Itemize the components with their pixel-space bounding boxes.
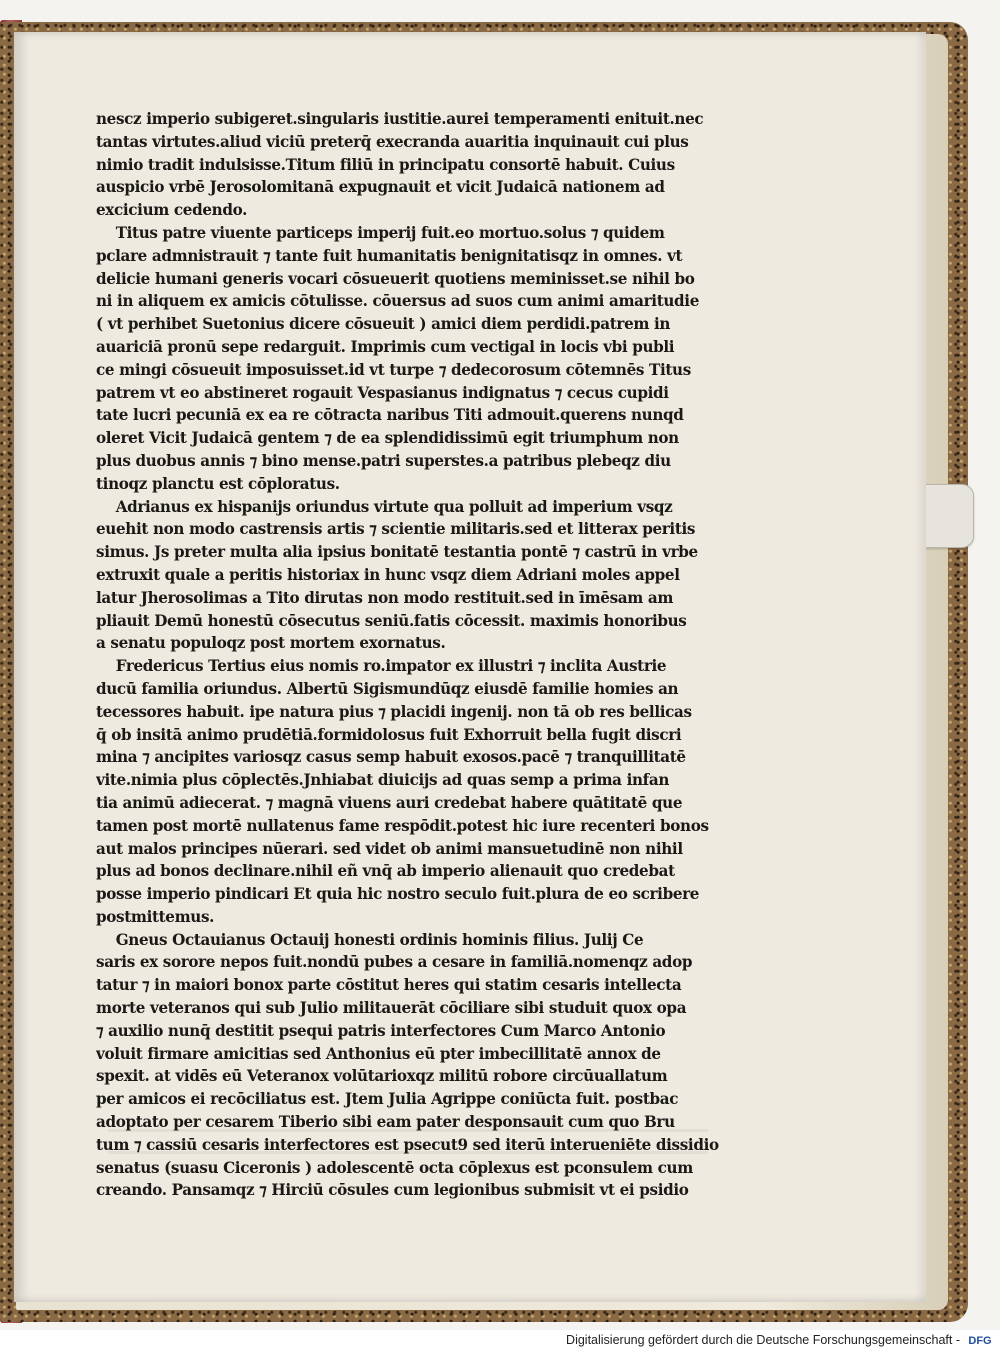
text-line: simus. Js preter multa alia ipsius bonitatē testantia pontē ⁊ castrū in vrbe — [96, 543, 698, 562]
text-line: adoptato per cesarem Tiberio sibi eam pater desponsauit cum quo Bru — [96, 1113, 675, 1132]
text-line: Gneus Octauianus Octauij honesti ordinis hominis filius. Julij Ce — [115, 930, 644, 949]
text-line: tatur ⁊ in maiori bonox parte cōstitut heres qui statim cesaris intellecta — [96, 976, 682, 995]
text-line: pclare admnistrauit ⁊ tante fuit humanitatis benignitatisqz in omnes. vt — [96, 246, 683, 265]
text-line: creando. Pansamqz ⁊ Hirciū cōsules cum legionibus submisit vt ei psidio — [96, 1181, 689, 1200]
text-line: plus ad bonos declinare.nihil eñ vnq̄ ab imperio alienauit quo credebat — [96, 862, 675, 881]
text-line: tia animū adiecerat. ⁊ magnā viuens auri credebat habere quātitatē que — [96, 793, 683, 812]
text-line: tinoqz planctu est cōploratus. — [96, 474, 340, 493]
text-line: pliauit Demū honestū cōsecutus seniū.fatis cōcessit. maximis honoribus — [96, 611, 687, 630]
text-line: excicium cedendo. — [96, 201, 248, 220]
text-line: plus duobus annis ⁊ bino mense.patri superstes.a patribus plebeqz diu — [96, 451, 671, 470]
text-line: extruxit quale a peritis historiax in hunc vsqz diem Adriani moles appel — [96, 565, 680, 584]
text-line: ( vt perhibet Suetonius dicere cōsueuit ) amici diem perdidi.patrem in — [96, 315, 671, 334]
text-line: tum ⁊ cassiū cesaris interfectores est psecut9 sed iterū interueniēte dissidio — [96, 1135, 719, 1154]
text-line: auariciā pronū sepe redarguit. Imprimis cum vectigal in locis vbi publi — [96, 337, 675, 356]
text-line: ducū familia oriundus. Albertū Sigismundūqz eiusdē familie homies an — [96, 679, 679, 698]
text-line: posse imperio pindicari Et quia hic nostro seculo fuit.plura de eo scribere — [96, 885, 700, 904]
text-line: morte veteranos qui sub Julio militauerāt cōciliare sibi studuit quox opa — [96, 999, 687, 1018]
text-line: postmittemus. — [96, 907, 215, 926]
text-line: auspicio vrbē Jerosolomitanā expugnauit et vicit Judaicā nationem ad — [96, 178, 665, 197]
text-line: Titus patre viuente particeps imperij fuit.eo mortuo.solus ⁊ quidem — [115, 223, 665, 242]
text-line: ⁊ auxilio nunq̄ destitit psequi patris interfectores Cum Marco Antonio — [96, 1021, 666, 1040]
text-line: ni in aliquem ex amicis cōtulisse. cōuersus ad suos cum animi amaritudie — [96, 292, 700, 311]
text-line: euehit non modo castrensis artis ⁊ scientie militaris.sed et litterax peritis — [96, 520, 696, 539]
dfg-logo-text: DFG — [968, 1335, 992, 1347]
text-line: saris ex sorore nepos fuit.nondū pubes a cesare in familiā.nomenqz adop — [96, 953, 693, 972]
text-line: a senatu populoqz post mortem exornatus. — [96, 634, 446, 653]
footer-credit: Digitalisierung gefördert durch die Deutsche Forschungsgemeinschaft - — [566, 1333, 960, 1347]
text-line: spexit. at vidēs eū Veteranox volūtarioxqz militū robore circūuallatum — [96, 1067, 668, 1086]
text-line: Adrianus ex hispanijs oriundus virtute qua polluit ad imperium vsqz — [115, 497, 673, 516]
text-line: ce mingi cōsueuit imposuisset.id vt turpe ⁊ dedecorosum cōtemnēs Titus — [96, 360, 691, 379]
text-line: patrem vt eo abstineret rogauit Vespasianus indignatus ⁊ cecus cupidi — [96, 383, 669, 402]
text-line: mina ⁊ ancipites variosqz casus semp habuit exosos.pacē ⁊ tranquillitatē — [96, 748, 686, 767]
text-line: vite.nimia plus cōplectēs.Jnhiabat diuicijs ad quas semp a prima infan — [96, 771, 669, 790]
page-text-block — [96, 108, 746, 1202]
text-line: per amicos ei recōciliatus est. Jtem Julia Agrippe coniūcta fuit. postbac — [96, 1090, 679, 1109]
text-line: delicie humani generis vocari cōsueuerit quotiens meminisset.se nihil bo — [96, 269, 695, 288]
text-line: tecessores habuit. ipe natura pius ⁊ placidi ingenij. non tā ob res bellicas — [96, 702, 692, 721]
text-line: tamen post mortē nullatenus fame respōdit.potest hic iure recenteri bonos — [96, 816, 709, 835]
text-line: nescz imperio subigeret.singularis iustitie.aurei temperamenti enituit.nec — [96, 110, 704, 128]
dfg-logo-icon — [964, 1331, 996, 1348]
text-line: oleret Vicit Judaicā gentem ⁊ de ea splendidissimū egit triumphum non — [96, 429, 679, 448]
text-line: q̄ ob insitā animo prudētiā.formidolosus fuit Exhorruit bella fugit discri — [96, 725, 682, 744]
text-line: voluit firmare amicitias sed Anthonius eū pter imbecillitatē annox de — [96, 1044, 661, 1063]
text-line: Fredericus Tertius eius nomis ro.impator ex illustri ⁊ inclita Austrie — [115, 657, 667, 676]
text-line: tantas virtutes.aliud viciū preterq̄ execranda auaritia inquinauit cui plus — [96, 132, 689, 151]
text-line: aut malos principes nūerari. sed videt ob animi mansuetudinē non nihil — [96, 839, 683, 858]
text-line: tate lucri pecuniā ex ea re cōtracta naribus Titi admouit.querens nunqd — [96, 406, 684, 425]
text-line: senatus (suasu Ciceronis ) adolescentē octa cōplexus est pconsulem cum — [96, 1158, 693, 1177]
text-line: latur Jherosolimas a Tito dirutas non modo restituit.sed in īmēsam am — [96, 588, 674, 607]
text-line: nimio tradit indulsisse.Titum filiū in principatu consortē habuit. Cuius — [96, 155, 675, 174]
